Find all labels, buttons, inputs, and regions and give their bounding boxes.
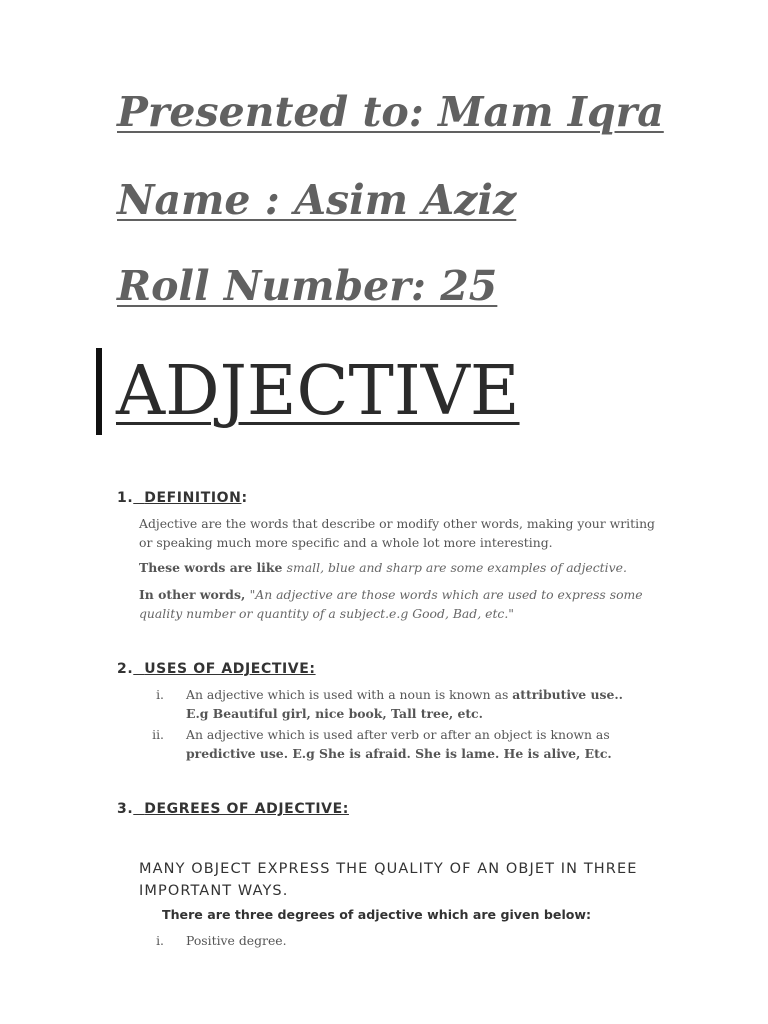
section-number: 3. (117, 801, 134, 817)
definition-paragraph: Adjective are the words that describe or modify other words, making your writing or speaking much more specific and a whole lot more interesting. (139, 516, 655, 550)
text-cursor-bar (96, 348, 102, 435)
section-definition-heading (117, 490, 248, 506)
list-text: An adjective which is used after verb or after an object is known as predictive use. E.g She is afraid. She is lame. He is alive, Etc. (186, 727, 612, 761)
section-number: 1. (117, 490, 134, 506)
list-number: ii. (152, 727, 164, 742)
other-words-italic: "An adjective are those words which are used to express some quality number or quantity of a subject.e.g Good, Bad, etc." (139, 587, 643, 621)
section-label: DEFINITION (144, 490, 242, 506)
examples-lead: These words are like (139, 560, 287, 575)
student-name-heading: Name : Asim Aziz (117, 176, 517, 224)
degrees-intro-caps: MANY OBJECT EXPRESS THE QUALITY OF AN OBJET IN THREE IMPORTANT WAYS. (139, 861, 638, 899)
section-number: 2. (117, 661, 134, 677)
degrees-bold-line: There are three degrees of adjective which are given below: (162, 907, 592, 922)
list-text: An adjective which is used with a noun is known as attributive use.. E.g Beautiful girl, nice book, Tall tree, etc. (186, 687, 623, 721)
section-uses-heading (117, 661, 316, 677)
other-words-paragraph (139, 585, 659, 623)
section-suffix: : (241, 490, 248, 506)
other-words-lead: In other words, (139, 587, 250, 602)
list-text: Positive degree. (186, 933, 287, 948)
section-degrees-heading (117, 801, 349, 817)
list-number: i. (156, 687, 164, 702)
document-title: ADJECTIVE (116, 352, 520, 431)
examples-italic: small, blue and sharp are some examples of adjective. (286, 560, 627, 575)
list-number: i. (156, 933, 164, 948)
examples-paragraph (139, 558, 659, 577)
section-label: USES OF ADJECTIVE: (144, 661, 316, 677)
presented-to-heading: Presented to: Mam Iqra (117, 88, 664, 136)
section-label: DEGREES OF ADJECTIVE: (144, 801, 349, 817)
roll-number-heading: Roll Number: 25 (117, 262, 498, 310)
